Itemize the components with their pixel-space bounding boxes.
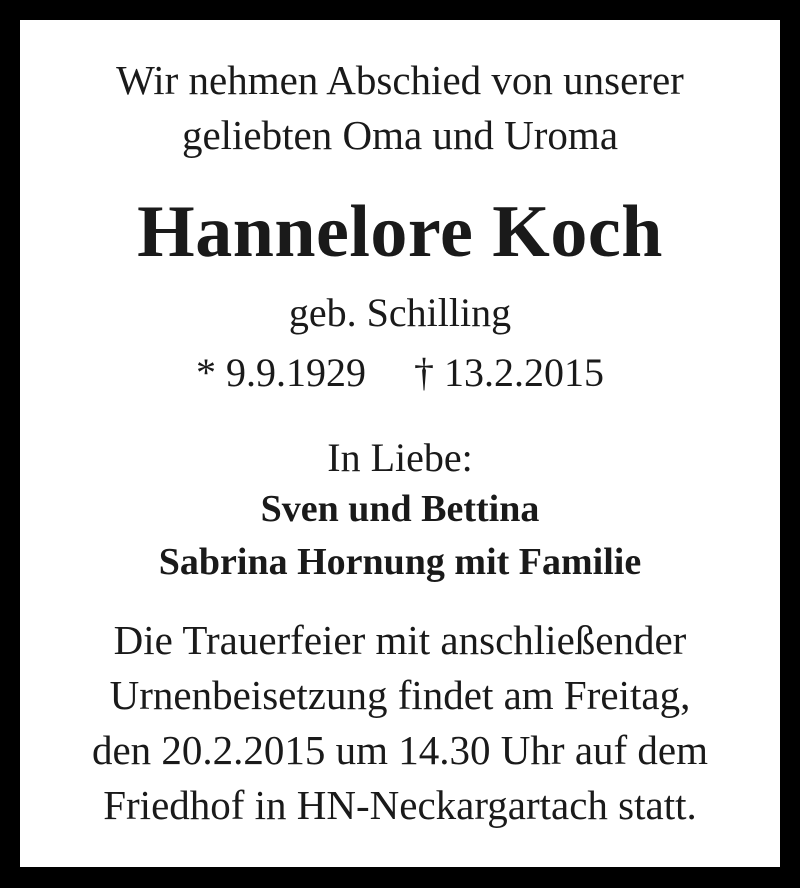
birth-symbol: * [196,350,216,395]
death-date: 13.2.2015 [444,350,604,395]
intro-line-1: Wir nehmen Abschied von unserer [116,57,684,103]
cross-icon: † [414,350,434,395]
life-dates [20,350,780,395]
obituary-notice [20,20,780,867]
service-line-3: den 20.2.2015 um 14.30 Uhr auf dem [91,727,709,773]
service-line-2: Urnenbeisetzung findet am Freitag, [109,672,691,718]
birth-date: 9.9.1929 [226,350,366,395]
mourner-line-2: Sabrina Hornung mit Familie [158,541,642,583]
service-line-4: Friedhof in HN-Neckargartach statt. [103,782,697,828]
maiden-name: geb. Schilling [288,290,512,335]
intro-line-2: geliebten Oma und Uroma [181,112,619,158]
mourner-line-1: Sven und Bettina [260,488,540,530]
deceased-name: Hannelore Koch [137,191,663,273]
service-line-1: Die Trauerfeier mit anschließender [113,617,687,663]
in-love-label: In Liebe: [327,435,473,480]
